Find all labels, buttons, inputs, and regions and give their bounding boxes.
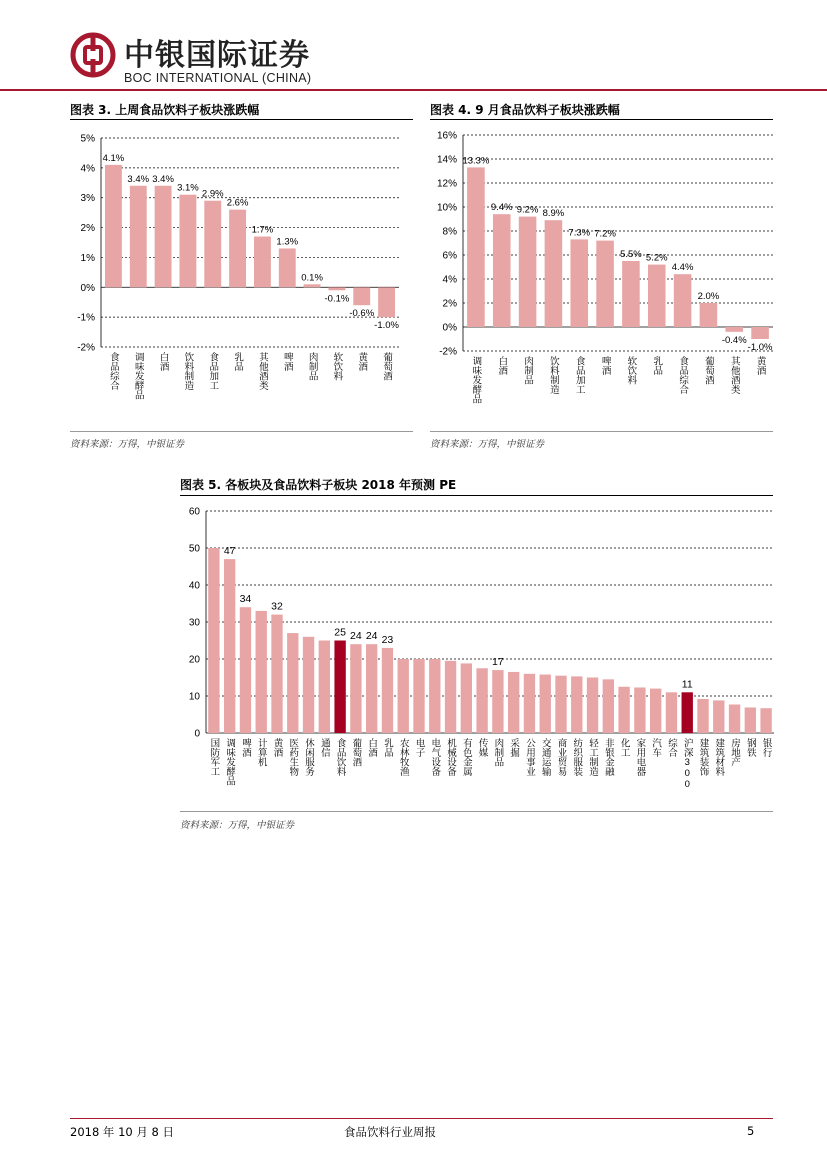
chart3-data-label: 2.6% [226, 197, 249, 209]
chart5-y-tick-label: 60 [188, 506, 200, 518]
chart5-data-label: 32 [271, 600, 283, 613]
chart5-y-tick-label: 10 [188, 691, 200, 703]
chart4-bar [622, 261, 640, 327]
chart3-data-label: 0.1% [301, 272, 323, 284]
chart4-bar [700, 303, 718, 327]
chart5-x-tick-label: 计算机 [255, 738, 267, 767]
chart5-title: 图表 5. 各板块及食品饮料子板块 2018 年预测 PE [180, 478, 457, 492]
chart4-data-label: 2.0% [697, 291, 720, 302]
chart4-y-tick-label: 8% [442, 226, 457, 238]
chart5-x-tick-label: 钢铁 [744, 738, 756, 757]
chart4-y-tick-label: -2% [439, 346, 457, 358]
chart3-y-tick-label: -2% [77, 342, 95, 354]
chart5-y-tick-label: 0 [194, 728, 200, 740]
chart5-bar [413, 659, 424, 733]
chart3-x-tick-label: 葡萄酒 [381, 352, 393, 381]
chart3-x-tick-label: 调味发酵品 [132, 352, 144, 400]
chart4-data-label: -0.4% [721, 334, 747, 346]
chart3-bar [130, 186, 147, 288]
chart3-source: 资料来源：万得，中银证券 [70, 439, 185, 450]
chart3-data-label: 3.4% [152, 173, 174, 185]
chart3-x-tick-label: 啤酒 [281, 352, 293, 371]
chart3-title: 图表 3. 上周食品饮料子板块涨跌幅 [70, 103, 260, 117]
chart5-bar [666, 692, 677, 733]
chart4-x-tick-label: 软饮料 [625, 356, 637, 385]
chart5-bar [650, 689, 661, 733]
chart3-bar [304, 284, 321, 287]
chart4-x-tick-label: 食品综合 [677, 356, 689, 394]
chart5-x-tick-label: 银行 [760, 738, 772, 757]
chart5-x-tick-label: 汽车 [650, 738, 662, 757]
chart3-source-rule [70, 431, 413, 432]
chart5-data-label: 34 [239, 593, 252, 606]
chart5-x-tick-label: 葡萄酒 [350, 738, 362, 767]
chart5-y-tick-label: 20 [188, 654, 200, 666]
chart5-x-tick-label: 轻工制造 [587, 738, 599, 776]
chart5-data-label: 23 [381, 633, 394, 646]
chart5-x-tick-label: 化工 [618, 738, 630, 757]
chart3-data-label: -0.1% [324, 293, 350, 305]
chart5-bar [745, 707, 756, 733]
boc-logo-icon [70, 32, 116, 78]
chart3-bar [179, 195, 196, 288]
chart4-y-tick-label: 16% [436, 130, 457, 142]
chart5-y-tick-label: 40 [188, 580, 200, 592]
chart5-bar [540, 675, 551, 733]
chart3-y-tick-label: 3% [80, 193, 95, 205]
chart5-bar [760, 708, 771, 733]
chart3-x-tick-label: 饮料制造 [182, 352, 194, 390]
chart5-data-label: 47 [223, 545, 236, 558]
chart4-bar [467, 167, 485, 327]
chart3-bar [105, 165, 122, 287]
chart4-source: 资料来源：万得，中银证券 [430, 439, 545, 450]
chart5-data-label: 24 [365, 630, 378, 643]
chart5-data-label: 25 [334, 626, 346, 639]
chart4-data-label: -1.0% [747, 342, 773, 353]
chart5-x-tick-label: 白酒 [366, 738, 378, 757]
chart5-bar [445, 661, 456, 733]
brand-name-en: BOC INTERNATIONAL (CHINA) [124, 71, 312, 85]
chart5-bar [240, 607, 251, 733]
chart4 [428, 124, 773, 424]
chart4-x-tick-label: 肉制品 [522, 356, 534, 385]
chart5-bar [476, 668, 487, 733]
chart4-x-tick-label: 啤酒 [599, 356, 611, 375]
chart4-x-tick-label: 其他酒类 [728, 356, 740, 394]
chart5-bar [366, 644, 377, 733]
chart5-bar [256, 611, 267, 733]
chart5-source: 资料来源：万得，中银证券 [180, 820, 295, 831]
chart4-data-label: 5.5% [620, 249, 642, 260]
chart5-data-label: 11 [681, 678, 693, 691]
chart4-title-rule [430, 119, 773, 120]
chart5-x-tick-label: 乳品 [381, 738, 393, 757]
chart3-y-tick-label: 0% [80, 282, 95, 294]
chart5-bar [334, 641, 345, 734]
chart4-y-tick-label: 4% [442, 274, 457, 286]
chart3-data-label: 4.1% [102, 152, 125, 164]
chart3-x-tick-label: 黄酒 [356, 352, 368, 371]
chart5-x-tick-label: 啤酒 [239, 738, 251, 757]
chart5-x-tick-label: 传媒 [476, 738, 488, 757]
chart3-y-tick-label: 5% [80, 133, 95, 145]
chart3-bar [229, 210, 246, 288]
chart5-x-tick-label: 房地产 [729, 738, 741, 767]
chart5-x-tick-label: 交通运输 [539, 738, 551, 776]
footer-divider [70, 1118, 773, 1119]
chart3-data-label: 2.9% [201, 188, 224, 200]
chart5-x-tick-label: 农林牧渔 [397, 738, 409, 776]
chart3-y-tick-label: 4% [80, 163, 95, 175]
chart5-x-tick-label: 国防军工 [208, 738, 220, 776]
chart5-bar [618, 687, 629, 733]
chart3-x-tick-label: 其他酒类 [256, 352, 268, 390]
chart5 [170, 500, 775, 805]
chart4-y-tick-label: 14% [436, 154, 457, 166]
chart5-data-label: 17 [492, 656, 504, 669]
chart4-bar [648, 265, 666, 327]
chart3-x-tick-label: 食品加工 [207, 352, 219, 390]
chart4-bar [519, 217, 537, 327]
chart3-bar [155, 186, 172, 288]
chart5-y-tick-label: 30 [188, 617, 200, 629]
chart5-bar [319, 641, 330, 734]
header-divider [0, 89, 827, 91]
chart5-x-tick-label: 有色金属 [460, 738, 472, 776]
chart5-bar [382, 648, 393, 733]
chart5-x-tick-label: 采掘 [508, 738, 520, 757]
chart4-bar [751, 327, 769, 339]
chart3-data-label: -0.6% [349, 308, 375, 320]
chart4-y-tick-label: 10% [436, 202, 457, 214]
chart4-bar [493, 214, 511, 327]
chart5-x-tick-label: 休闲服务 [303, 738, 315, 776]
chart5-bar [350, 644, 361, 733]
chart5-x-tick-label: 家用电器 [634, 738, 646, 776]
chart5-x-tick-label: 建筑材料 [713, 738, 725, 776]
chart4-x-tick-label: 白酒 [496, 356, 508, 375]
footer-report-name: 食品饮料行业周报 [344, 1125, 436, 1139]
chart4-x-tick-label: 黄酒 [754, 356, 766, 375]
chart5-y-tick-label: 50 [188, 543, 200, 555]
chart5-x-tick-label: 非银金融 [602, 738, 614, 776]
chart4-bar [596, 241, 614, 327]
chart5-bar [492, 670, 503, 733]
chart4-x-tick-label: 食品加工 [573, 356, 585, 394]
chart5-x-tick-label: 电气设备 [429, 738, 441, 776]
chart4-data-label: 7.3% [568, 227, 591, 239]
chart3 [66, 124, 411, 424]
chart5-x-tick-label: 黄酒 [271, 738, 283, 757]
chart5-title-rule [180, 495, 773, 496]
chart5-bar [287, 633, 298, 733]
chart3-x-tick-label: 软饮料 [331, 352, 343, 381]
chart5-x-tick-label: 机械设备 [445, 738, 457, 776]
chart5-bar [697, 699, 708, 733]
chart3-y-tick-label: 1% [80, 252, 95, 264]
chart5-x-tick-label: 商业贸易 [555, 738, 567, 776]
chart3-bar [204, 201, 221, 288]
chart3-x-tick-label: 白酒 [157, 352, 169, 371]
chart4-data-label: 5.2% [645, 252, 668, 264]
chart4-bar [545, 220, 563, 327]
chart4-title: 图表 4. 9 月食品饮料子板块涨跌幅 [430, 103, 620, 117]
chart5-x-tick-label: 公用事业 [523, 738, 535, 776]
chart5-bar [303, 637, 314, 733]
chart5-x-tick-label: 沪深300 [681, 738, 693, 790]
footer-page-number: 5 [747, 1124, 755, 1138]
chart5-bar [682, 692, 693, 733]
chart4-data-label: 8.9% [542, 208, 565, 220]
chart3-x-tick-label: 乳品 [232, 352, 244, 371]
chart5-bar [429, 659, 440, 733]
chart5-x-tick-label: 电子 [413, 738, 425, 757]
chart3-data-label: 1.7% [251, 224, 274, 236]
brand-name-cn: 中银国际证券 [124, 38, 310, 73]
chart5-x-tick-label: 医药生物 [287, 738, 299, 776]
chart4-data-label: 9.4% [490, 202, 513, 214]
chart5-x-tick-label: 调味发酵品 [224, 738, 236, 786]
chart5-bar [208, 548, 219, 733]
chart3-bar [279, 248, 296, 287]
chart3-data-label: 3.1% [177, 182, 199, 194]
chart5-x-tick-label: 纺织服装 [571, 738, 583, 776]
chart4-y-tick-label: 12% [436, 178, 457, 190]
chart4-y-tick-label: 2% [442, 298, 457, 310]
chart5-bar [224, 559, 235, 733]
chart3-x-tick-label: 食品综合 [107, 352, 119, 390]
chart5-bar [461, 663, 472, 733]
chart5-x-tick-label: 建筑装饰 [697, 738, 709, 776]
brand-logo [70, 32, 116, 78]
chart5-bar [508, 672, 519, 733]
chart4-bar [725, 327, 743, 332]
chart5-bar [524, 674, 535, 733]
chart5-data-label: 24 [350, 630, 362, 643]
chart5-x-tick-label: 食品饮料 [334, 738, 346, 776]
chart5-bar [571, 676, 582, 733]
chart3-data-label: 3.4% [127, 173, 150, 185]
chart5-bar [603, 679, 614, 733]
chart3-y-tick-label: 2% [80, 223, 95, 235]
chart4-bar [674, 274, 692, 327]
chart3-x-tick-label: 肉制品 [306, 352, 318, 381]
chart5-bar [587, 678, 598, 734]
chart5-source-rule [180, 811, 773, 812]
chart5-x-tick-label: 肉制品 [492, 738, 504, 767]
chart5-x-tick-label: 综合 [665, 738, 677, 757]
chart3-data-label: 1.3% [276, 236, 299, 248]
chart4-data-label: 4.4% [671, 262, 694, 274]
chart4-bar [570, 239, 588, 327]
chart4-y-tick-label: 6% [442, 250, 457, 262]
chart3-y-tick-label: -1% [77, 312, 95, 324]
chart4-data-label: 7.2% [594, 228, 616, 240]
chart3-bar [378, 287, 395, 317]
chart5-bar [398, 659, 409, 733]
chart3-bar [353, 287, 370, 305]
chart5-bar [729, 705, 740, 733]
chart4-source-rule [430, 431, 773, 432]
chart5-bar [713, 700, 724, 733]
chart4-x-tick-label: 葡萄酒 [702, 356, 714, 385]
chart4-x-tick-label: 饮料制造 [547, 356, 559, 394]
chart3-data-label: -1.0% [374, 320, 399, 332]
chart3-bar [328, 287, 345, 290]
chart4-y-tick-label: 0% [442, 322, 457, 334]
chart5-bar [271, 615, 282, 733]
chart3-title-rule [70, 119, 413, 120]
chart5-x-tick-label: 通信 [318, 738, 330, 757]
chart3-bar [254, 237, 271, 288]
chart5-bar [555, 676, 566, 733]
chart5-bar [634, 687, 645, 733]
chart4-data-label: 13.3% [462, 155, 490, 167]
chart4-x-tick-label: 乳品 [651, 356, 663, 375]
chart4-x-tick-label: 调味发酵品 [470, 356, 482, 404]
footer-date: 2018 年 10 月 8 日 [70, 1125, 174, 1139]
chart4-data-label: 9.2% [516, 204, 539, 216]
